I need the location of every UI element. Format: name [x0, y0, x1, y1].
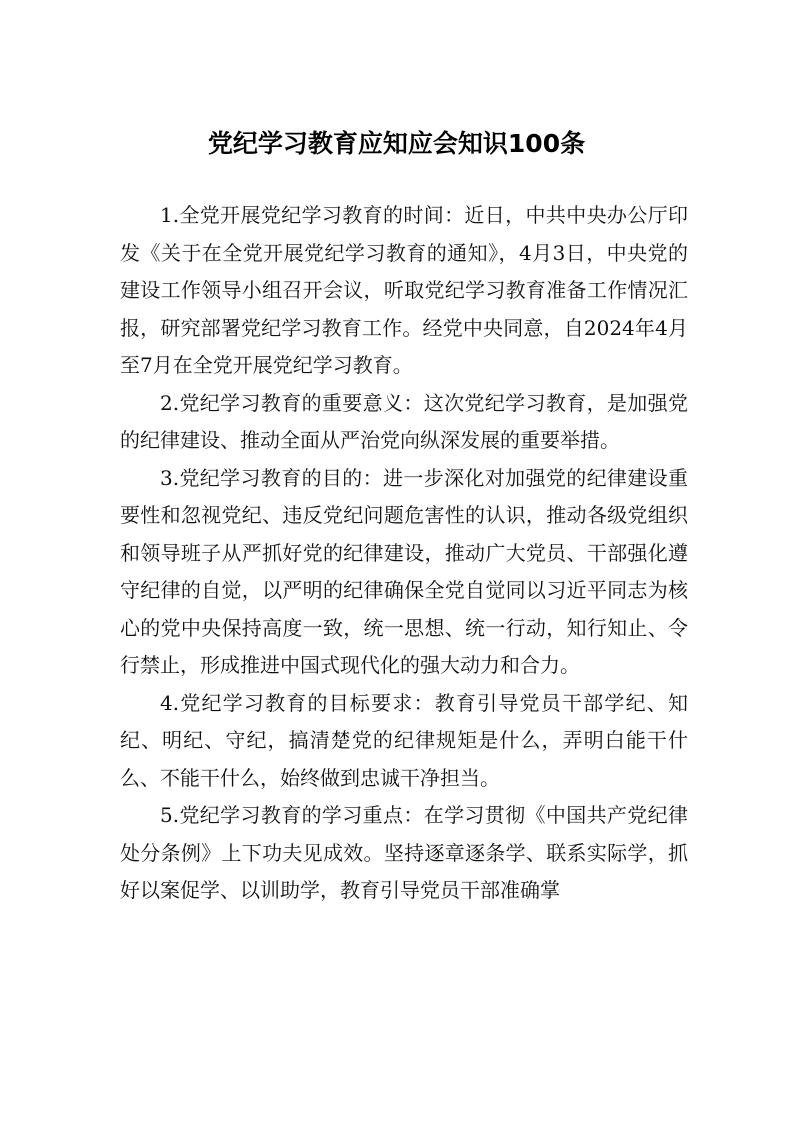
document-title: 党纪学习教育应知应会知识100条 [207, 129, 586, 158]
paragraph-4: 4.党纪学习教育的目标要求：教育引导党员干部学纪、知纪、明纪、守纪，搞清楚党的纪律规矩是什么，弄明白能干什么、不能干什么，始终做到忠诚干净担当。 [120, 690, 688, 790]
paragraph-1: 1.全党开展党纪学习教育的时间：近日，中共中央办公厅印发《关于在全党开展党纪学习教育的通知》，4月3日，中央党的建设工作领导小组召开会议，听取党纪学习教育准备工作情况汇报，研究部署党纪学习教育工作。经党中央同意，自2024年4月至7月在全党开展党纪学习教育。 [120, 203, 688, 377]
paragraph-2: 2.党纪学习教育的重要意义：这次党纪学习教育，是加强党的纪律建设、推动全面从严治党向纵深发展的重要举措。 [120, 390, 688, 452]
document-body [120, 197, 688, 910]
paragraph-3: 3.党纪学习教育的目的：进一步深化对加强党的纪律建设重要性和忽视党纪、违反党纪问题危害性的认识，推动各级党组织和领导班子从严抓好党的纪律建设，推动广大党员、干部强化遵守纪律的自觉，以严明的纪律确保全党自觉同以习近平同志为核心的党中央保持高度一致，统一思想、统一行动，知行知止、令行禁止，形成推进中国式现代化的强大动力和合力。 [120, 465, 688, 677]
paragraph-5: 5.党纪学习教育的学习重点：在学习贯彻《中国共产党纪律处分条例》上下功夫见成效。坚持逐章逐条学、联系实际学，抓好以案促学、以训助学，教育引导党员干部准确掌 [120, 803, 688, 902]
